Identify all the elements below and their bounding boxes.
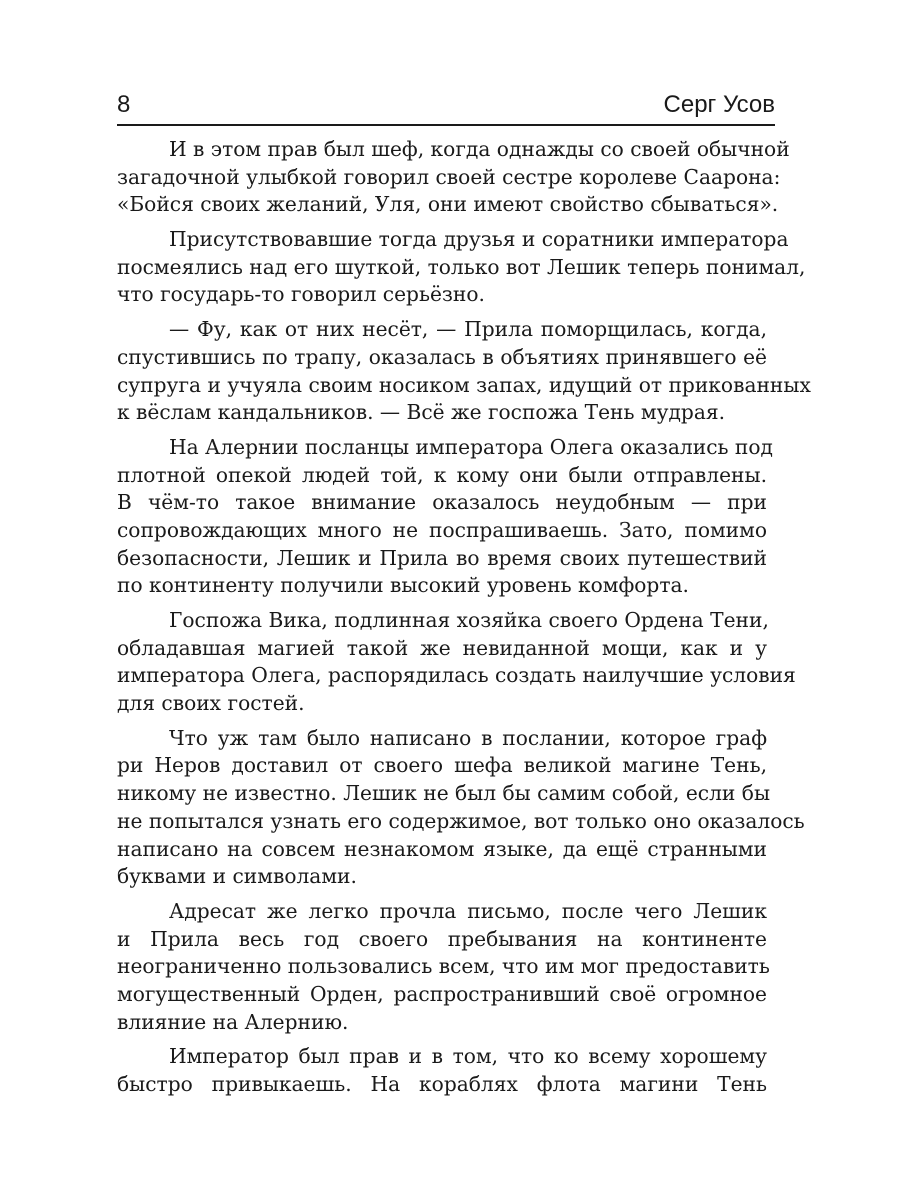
text-line: Император был прав и в том, что ко всему хорошему [169,1044,767,1069]
text-line: и Прила весь год своего пребывания на континенте [117,926,767,951]
text-line: написано на совсем незнакомом языке, да ещё странными [117,836,767,861]
running-head-author: Серг Усов [663,91,775,118]
text-line: не попытался узнать его содержимое, вот только оно оказалось [117,808,805,833]
running-head [117,88,775,126]
text-line: супруга и учуяла своим носиком запах, идущий от прикованных [117,372,811,397]
text-line: В чём-то такое внимание оказалось неудобным — при [117,490,767,515]
text-line: к вёслам кандальников. — Всё же госпожа Тень мудрая. [117,400,726,425]
text-line: Присутствовавшие тогда друзья и соратники императора [169,227,789,252]
paragraph [117,607,796,718]
text-line: для своих гостей. [117,691,305,716]
text-line: неограниченно пользовались всем, что им мог предоставить [117,954,770,979]
text-line: И в этом прав был шеф, когда однажды со своей обычной [169,137,790,161]
text-line: спустившись по трапу, оказалась в объятиях принявшего её [117,344,767,369]
paragraph [117,1043,767,1098]
text-line: загадочной улыбкой говорил своей сестре королеве Саарона: [117,164,781,189]
text-line: Адресат же легко прочла письмо, после чего Лешик [169,898,767,923]
paragraph [117,136,790,219]
page-number: 8 [117,91,131,118]
text-line: по континенту получили высокий уровень комфорта. [117,573,689,598]
text-line: На Алернии посланцы императора Олега оказались под [169,434,773,459]
text-line: буквами и символами. [117,864,357,889]
text-line: императора Олега, распорядилась создать наилучшие условия [117,663,796,688]
text-line: могущественный Орден, распространивший своё огромное [117,981,767,1006]
paragraph [117,434,773,600]
text-line: сопровождающих много не поспрашиваешь. Зато, помимо [117,517,767,542]
text-line: никому не известно. Лешик не был бы самим собой, если бы [117,781,771,806]
text-line: посмеялись над его шуткой, только вот Лешик теперь понимал, [117,254,806,279]
paragraph [117,725,805,891]
text-line: что государь-то говорил серьёзно. [117,282,485,307]
text-line: Что уж там было написано в послании, которое граф [169,725,767,750]
text-line: быстро привыкаешь. На кораблях флота магини Тень [117,1072,767,1096]
body-text [117,136,811,1106]
text-line: плотной опекой людей той, к кому они были отправлены. [117,462,767,487]
paragraph [117,316,811,427]
text-line: безопасности, Лешик и Прила во время своих путешествий [117,545,767,570]
text-line: обладавшая магией такой же невиданной мощи, как и у [117,635,767,660]
paragraph [117,226,806,309]
text-line: Госпожа Вика, подлинная хозяйка своего Ордена Тени, [169,608,769,632]
text-line: «Бойся своих желаний, Уля, они имеют свойство сбываться». [117,192,779,217]
text-line: — Фу, как от них несёт, — Прила поморщилась, когда, [169,317,767,342]
text-line: влияние на Алернию. [117,1009,349,1034]
text-line: ри Неров доставил от своего шефа великой магине Тень, [117,753,767,778]
paragraph [117,898,770,1036]
